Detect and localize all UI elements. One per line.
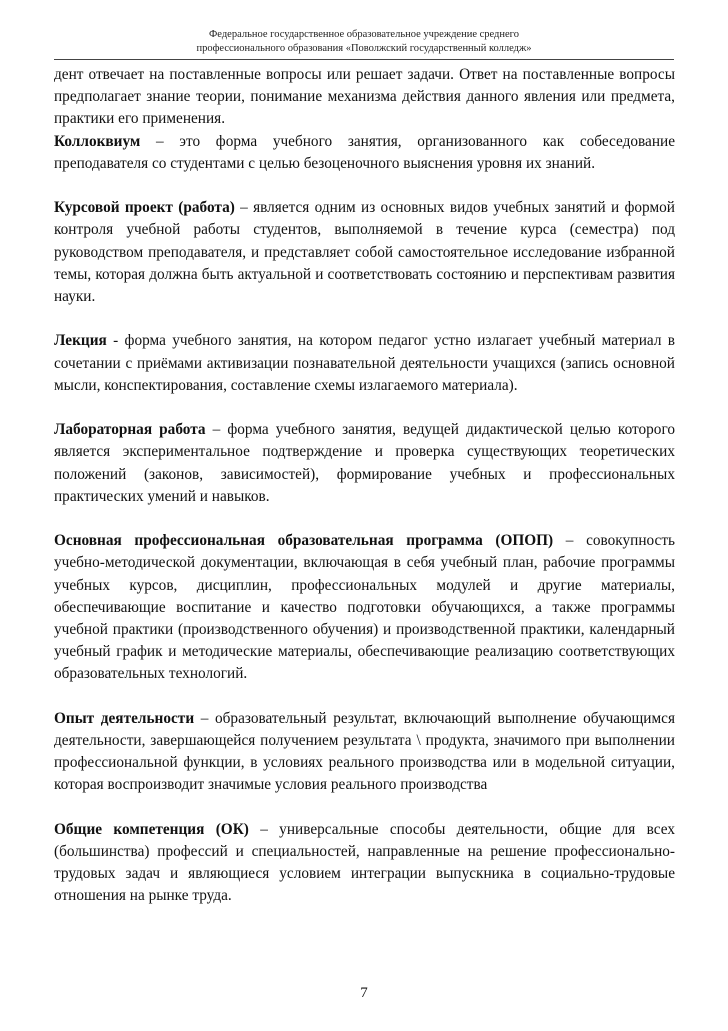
definition-general-competencies <box>54 819 675 908</box>
header-divider <box>54 59 674 60</box>
body-text <box>54 64 675 908</box>
page-number: 7 <box>360 985 368 1001</box>
definition-text: - форма учебного занятия, на котором педагог устно излагает учебный материал в сочетании с приёмами активизации познавательной деятельности учащихся (запись основной мысли, конспектирования, составление схемы излагаемого материала). <box>54 332 675 394</box>
definition-text: – это форма учебного занятия, организованного как собеседование преподавателя со студентами с целью безоценочного выяснения уровня их знаний. <box>54 132 675 172</box>
definition-text: – является одним из основных видов учебных занятий и формой контроля учебной работы студентов, выполняемой в течение курса (семестра) под руководством преподавателя, и представляет собой самостоятельное исследование избранной темы, которая должна быть актуальной и соответствовать состоянию и перспективам развития науки. <box>54 199 675 306</box>
definition-opop <box>54 530 675 685</box>
header-line-2: профессионального образования «Поволжский государственный колледж» <box>196 43 532 54</box>
definition-colloquium <box>54 131 675 175</box>
term-lecture: Лекция <box>54 332 107 350</box>
term-opop: Основная профессиональная образовательная программа (ОПОП) <box>54 532 554 550</box>
definition-text: – образовательный результат, включающий выполнение обучающимся деятельности, завершающейся получением результата \ продукта, значимого при выполнении профессиональной функции, в условиях реального производства или в модельной ситуации, которая воспроизводит значимые условия реального производства <box>54 709 675 794</box>
term-course-project: Курсовой проект (работа) <box>54 199 235 217</box>
page-header <box>0 28 728 56</box>
term-colloquium: Коллоквиум <box>54 132 141 150</box>
definition-text: – форма учебного занятия, ведущей дидактической целью которого является экспериментальное подтверждение и проверка существующих теоретических положений (законов, зависимостей), формирование учебных и профессиональных практических умений и навыков. <box>54 421 675 505</box>
header-line-1: Федеральное государственное образовательное учреждение среднего <box>209 29 519 40</box>
definition-text: – совокупность учебно-методической документации, включающая в себя учебный план, рабочие программы учебных курсов, дисциплин, профессиональных модулей и другие материалы, обеспечивающие воспитание и качество подготовки обучающихся, а также программы учебной практики (производственного обучения) и производственной практики, календарный учебный график и методические материалы, обеспечивающие реализацию соответствующих образовательных технологий. <box>54 532 676 683</box>
paragraph-text: дент отвечает на поставленные вопросы или решает задачи. Ответ на поставленные вопросы предполагает знание теории, понимание механизма действия данного явления или предмета, практики его применения. <box>54 66 675 128</box>
term-general-competencies: Общие компетенция (ОК) <box>54 820 249 838</box>
definition-experience <box>54 708 675 797</box>
definition-course-project <box>54 197 675 308</box>
term-lab-work: Лабораторная работа <box>54 421 206 439</box>
definition-lab-work <box>54 419 675 508</box>
paragraph-continuation <box>54 64 675 131</box>
definition-lecture <box>54 330 675 397</box>
term-experience: Опыт деятельности <box>54 709 195 727</box>
definition-text: – универсальные способы деятельности, общие для всех (большинства) профессий и специальностей, направленные на решение профессионально-трудовых задач и являющиеся условием интеграции выпускника в социально-трудовые отношения на рынке труда. <box>54 820 675 905</box>
